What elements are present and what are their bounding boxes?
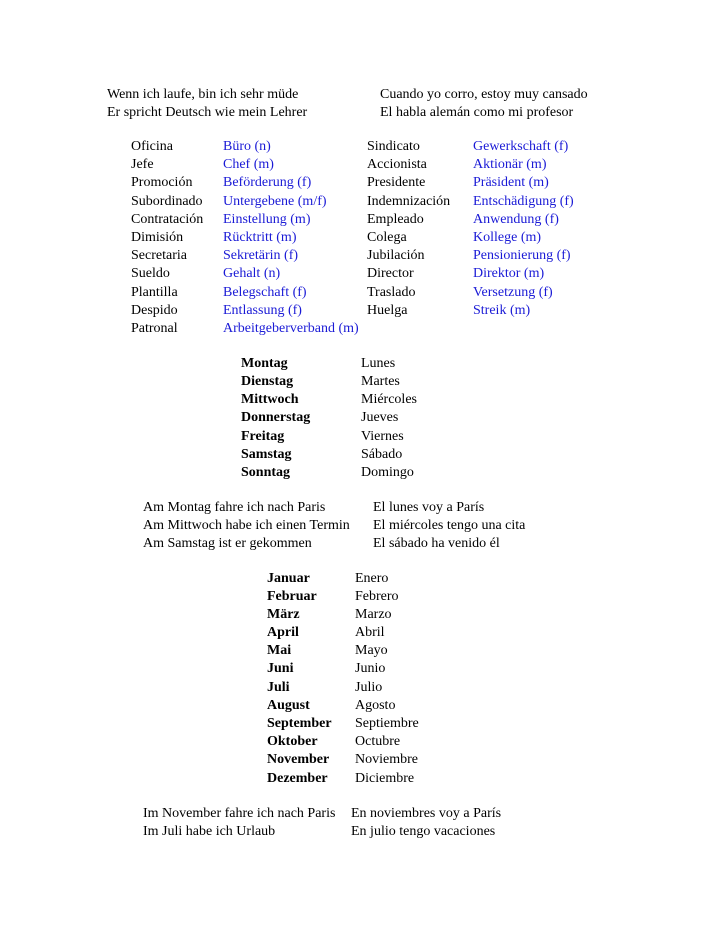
vocab-right-es: Sindicato — [367, 139, 420, 154]
month-es: Julio — [355, 680, 383, 695]
month-es: Octubre — [355, 734, 401, 749]
month-de: Oktober — [267, 734, 318, 749]
month-es: Agosto — [355, 698, 396, 713]
intro-de-2: Er spricht Deutsch wie mein Lehrer — [107, 105, 308, 120]
month-example-de: Im November fahre ich nach Paris — [143, 806, 336, 821]
day-es: Lunes — [361, 356, 396, 371]
day-example-es: El lunes voy a París — [373, 500, 485, 515]
vocab-right-de: Anwendung (f) — [473, 212, 559, 227]
intro-es-2: El habla alemán como mi profesor — [380, 105, 574, 120]
vocab-right-de: Direktor (m) — [473, 266, 545, 281]
vocab-left-es: Plantilla — [131, 285, 178, 300]
month-es: Marzo — [355, 607, 392, 622]
vocab-right-es: Presidente — [367, 175, 426, 190]
vocab-left-es: Oficina — [131, 139, 173, 154]
vocab-left-de: Beförderung (f) — [223, 175, 312, 190]
vocab-right-de: Aktionär (m) — [473, 157, 547, 172]
day-example-es: El sábado ha venido él — [373, 536, 500, 551]
month-de: April — [267, 625, 299, 640]
vocab-left-es: Jefe — [131, 157, 154, 172]
day-de: Sonntag — [241, 465, 291, 480]
intro-es-1: Cuando yo corro, estoy muy cansado — [380, 87, 588, 102]
month-de: Februar — [267, 589, 317, 604]
vocab-right-es: Traslado — [367, 285, 416, 300]
vocab-right-de: Gewerkschaft (f) — [473, 139, 569, 154]
vocab-right-es: Huelga — [367, 303, 408, 318]
vocab-left-de: Belegschaft (f) — [223, 285, 307, 300]
month-example-es: En noviembres voy a París — [351, 806, 502, 821]
month-de: September — [267, 716, 332, 731]
vocab-left-es: Despido — [131, 303, 178, 318]
vocab-left-de: Chef (m) — [223, 157, 274, 172]
day-es: Sábado — [361, 447, 403, 462]
day-es: Viernes — [361, 429, 404, 444]
day-example-de: Am Mittwoch habe ich einen Termin — [143, 518, 350, 533]
day-de: Dienstag — [241, 374, 294, 389]
vocab-right-es: Jubilación — [367, 248, 425, 263]
vocab-left-de: Arbeitgeberverband (m) — [223, 321, 359, 336]
day-de: Donnerstag — [241, 410, 311, 425]
vocab-right-es: Colega — [367, 230, 407, 245]
vocab-left-de: Rücktritt (m) — [223, 230, 297, 245]
day-de: Mittwoch — [241, 392, 299, 407]
month-es: Noviembre — [355, 752, 418, 767]
vocab-left-es: Promoción — [131, 175, 193, 190]
day-es: Miércoles — [361, 392, 417, 407]
vocab-left-es: Subordinado — [131, 194, 203, 209]
day-es: Domingo — [361, 465, 414, 480]
month-de: März — [267, 607, 300, 622]
vocab-right-de: Versetzung (f) — [473, 285, 553, 300]
month-es: Junio — [355, 661, 386, 676]
vocab-left-es: Dimisión — [131, 230, 184, 245]
vocab-right-es: Accionista — [367, 157, 427, 172]
month-es: Septiembre — [355, 716, 419, 731]
month-es: Mayo — [355, 643, 388, 658]
month-de: Juli — [267, 680, 290, 695]
vocab-left-es: Sueldo — [131, 266, 170, 281]
month-de: Mai — [267, 643, 292, 658]
month-de: November — [267, 752, 330, 767]
month-es: Diciembre — [355, 771, 415, 786]
day-example-de: Am Montag fahre ich nach Paris — [143, 500, 326, 515]
month-de: Juni — [267, 661, 294, 676]
vocab-left-de: Entlassung (f) — [223, 303, 302, 318]
vocab-left-de: Gehalt (n) — [223, 266, 281, 281]
vocab-right-de: Kollege (m) — [473, 230, 542, 245]
month-es: Febrero — [355, 589, 399, 604]
vocab-left-es: Secretaria — [131, 248, 187, 263]
day-example-es: El miércoles tengo una cita — [373, 518, 526, 533]
month-es: Abril — [355, 625, 385, 640]
vocab-right-es: Indemnización — [367, 194, 451, 209]
month-example-de: Im Juli habe ich Urlaub — [143, 824, 276, 839]
month-de: Dezember — [267, 771, 328, 786]
day-de: Montag — [241, 356, 288, 371]
vocab-right-de: Entschädigung (f) — [473, 194, 574, 209]
month-example-es: En julio tengo vacaciones — [351, 824, 496, 839]
vocab-right-de: Streik (m) — [473, 303, 531, 318]
month-es: Enero — [355, 571, 389, 586]
vocab-right-es: Director — [367, 266, 414, 281]
vocab-right-de: Pensionierung (f) — [473, 248, 571, 263]
day-es: Martes — [361, 374, 400, 389]
vocab-left-de: Einstellung (m) — [223, 212, 311, 227]
day-example-de: Am Samstag ist er gekommen — [143, 536, 312, 551]
day-de: Samstag — [241, 447, 292, 462]
month-de: Januar — [267, 571, 310, 586]
vocab-right-de: Präsident (m) — [473, 175, 549, 190]
vocab-left-de: Sekretärin (f) — [223, 248, 299, 263]
vocab-right-es: Empleado — [367, 212, 424, 227]
intro-de-1: Wenn ich laufe, bin ich sehr müde — [107, 87, 299, 102]
vocab-left-es: Contratación — [131, 212, 204, 227]
day-es: Jueves — [361, 410, 399, 425]
vocab-left-es: Patronal — [131, 321, 178, 336]
day-de: Freitag — [241, 429, 285, 444]
month-de: August — [267, 698, 310, 713]
vocab-left-de: Büro (n) — [223, 139, 271, 154]
vocab-left-de: Untergebene (m/f) — [223, 194, 327, 209]
